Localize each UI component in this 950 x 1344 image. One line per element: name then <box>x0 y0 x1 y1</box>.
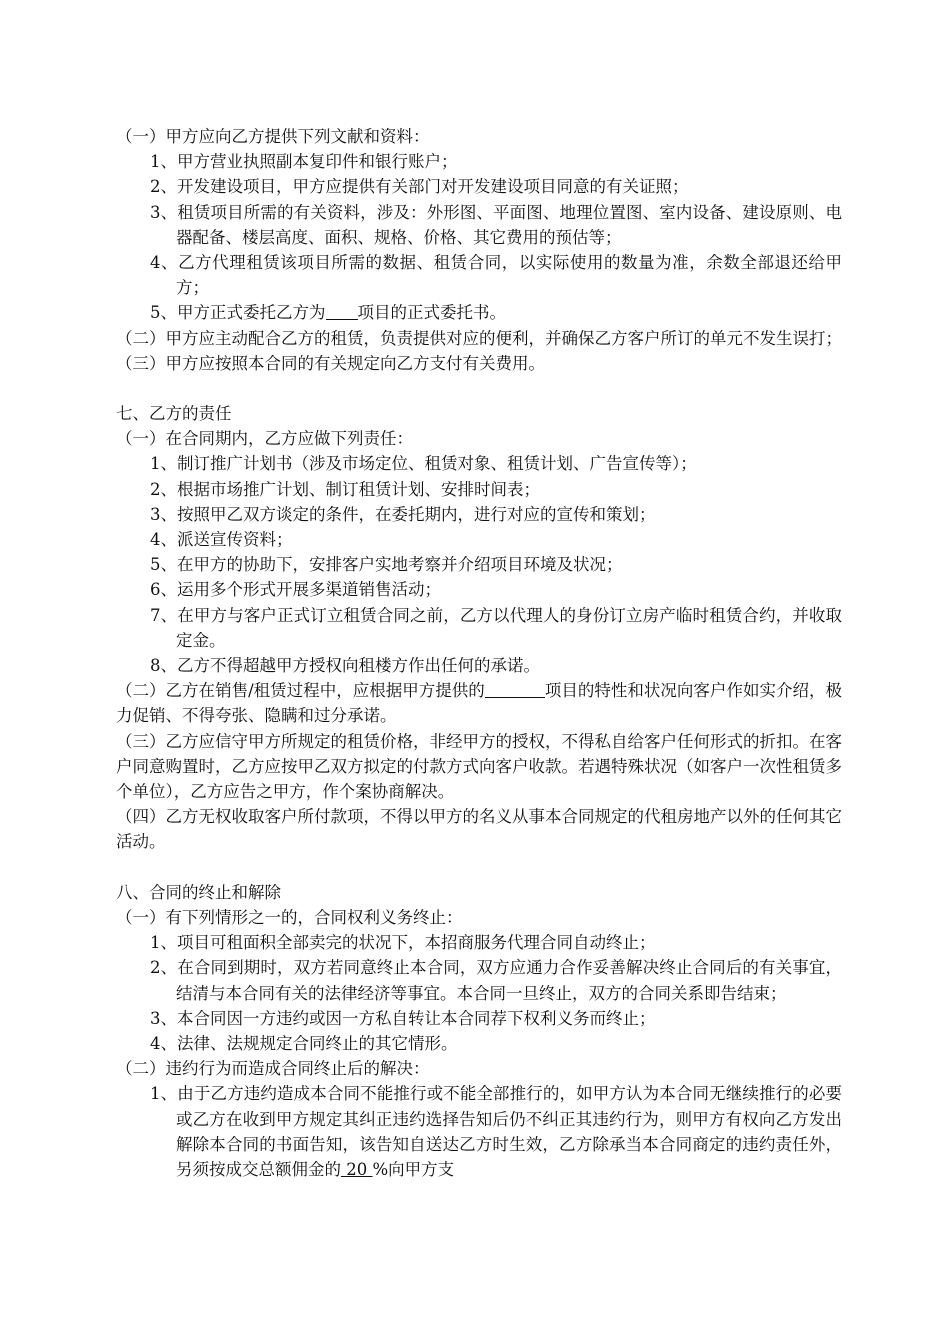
item-jia-2: 2、开发建设项目，甲方应提供有关部门对开发建设项目同意的有关证照； <box>150 177 689 197</box>
item-jia-5 <box>116 300 842 325</box>
clause-7-2 <box>116 678 842 728</box>
spacer <box>116 376 842 401</box>
clause-7-2-pre: （二）乙方在销售/租赁过程中，应根据甲方提供的 <box>116 681 485 701</box>
item-jia-4: 4、乙方代理租赁该项目所需的数据、租赁合同，以实际使用的数量为准，余数全部退还给甲方； <box>150 253 842 298</box>
clause-7-4: （四）乙方无权收取客户所付款项，不得以甲方的名义从事本合同规定的代租房地产以外的任何其它活动。 <box>116 807 842 852</box>
blank-field <box>485 681 545 698</box>
item-8-4: 4、法律、法规规定合同终止的其它情形。 <box>150 1033 458 1053</box>
section-8-title: 八、合同的终止和解除 <box>116 882 281 902</box>
item-8-2-1-pre: 1、由于乙方违约造成本合同不能推行或不能全部推行的，如甲方认为本合同无继续推行的必要或乙方在收到甲方规定其纠正违约选择告知后仍不纠正其违约行为，则甲方有权向乙方发出解除本合同的书面告知，该告知自送达乙方时生效，乙方除承当本合同商定的违约责任外，另须按成交总额佣金的 <box>150 1084 842 1179</box>
contract-text <box>116 124 842 1182</box>
clause-7-3: （三）乙方应信守甲方所规定的租赁价格，非经甲方的授权，不得私自给客户任何形式的折扣。在客户同意购置时，乙方应按甲乙双方拟定的付款方式向客户收款。若遇特殊状况（如客户一次性租赁多个单位），乙方应告之甲方，作个案协商解决。 <box>116 731 842 802</box>
clause-8-2: （二）违约行为而造成合同终止后的解决： <box>116 1059 430 1079</box>
clause-jia-1: （一）甲方应向乙方提供下列文献和资料： <box>116 127 430 146</box>
item-jia-1: 1、甲方营业执照副本复印件和银行账户； <box>150 152 458 172</box>
clause-jia-3: （三）甲方应按照本合同的有关规定向乙方支付有关费用。 <box>116 353 545 373</box>
commission-percent: 20 <box>341 1159 373 1179</box>
section-7-title: 七、乙方的责任 <box>116 404 232 424</box>
clause-8-1: （一）有下列情形之一的，合同权利义务终止： <box>116 907 463 927</box>
item-jia-5-pre: 5、甲方正式委托乙方为 <box>150 303 326 323</box>
item-7-4: 4、派送宣传资料； <box>150 530 293 550</box>
item-7-2: 2、根据市场推广计划、制订租赁计划、安排时间表； <box>150 479 540 499</box>
clause-7-2-post: 项目的特性和状况向客户作如实介绍，极力促销、不得夸张、隐瞒和过分承诺。 <box>116 681 843 726</box>
item-7-5: 5、在甲方的协助下，安排客户实地考察并介绍项目环境及状况； <box>150 555 623 575</box>
item-8-1: 1、项目可租面积全部卖完的状况下，本招商服务代理合同自动终止； <box>150 933 656 953</box>
clause-jia-2: （二）甲方应主动配合乙方的租赁，负责提供对应的便利，并确保乙方客户所订的单元不发生误打； <box>116 328 842 348</box>
clause-7-1: （一）在合同期内，乙方应做下列责任： <box>116 429 413 449</box>
item-8-3: 3、本合同因一方违约或因一方私自转让本合同荐下权利义务而终止； <box>150 1008 656 1028</box>
item-7-3: 3、按照甲乙双方谈定的条件，在委托期内，进行对应的宣传和策划； <box>150 504 656 524</box>
item-jia-3: 3、租赁项目所需的有关资料，涉及：外形图、平面图、地理位置图、室内设备、建设原则、电器配备、楼层高度、面积、规格、价格、其它费用的预估等； <box>150 202 842 247</box>
item-8-2: 2、在合同到期时，双方若同意终止本合同，双方应通力合作妥善解决终止合同后的有关事宜，结清与本合同有关的法律经济等事宜。本合同一旦终止，双方的合同关系即告结束； <box>150 958 842 1003</box>
item-8-2-1-post: %向甲方支 <box>372 1159 455 1179</box>
item-7-8: 8、乙方不得超越甲方授权向租楼方作出任何的承诺。 <box>150 656 540 676</box>
item-7-1: 1、制订推广计划书（涉及市场定位、租赁对象、租赁计划、广告宣传等）； <box>150 454 697 474</box>
item-8-2-1 <box>116 1081 842 1182</box>
item-jia-5-post: 项目的正式委托书。 <box>357 303 506 323</box>
item-7-6: 6、运用多个形式开展多渠道销售活动； <box>150 580 441 600</box>
spacer <box>116 855 842 880</box>
blank-field <box>326 303 358 320</box>
item-7-7: 7、在甲方与客户正式订立租赁合同之前，乙方以代理人的身份订立房产临时租赁合约，并收取定金。 <box>150 605 842 650</box>
